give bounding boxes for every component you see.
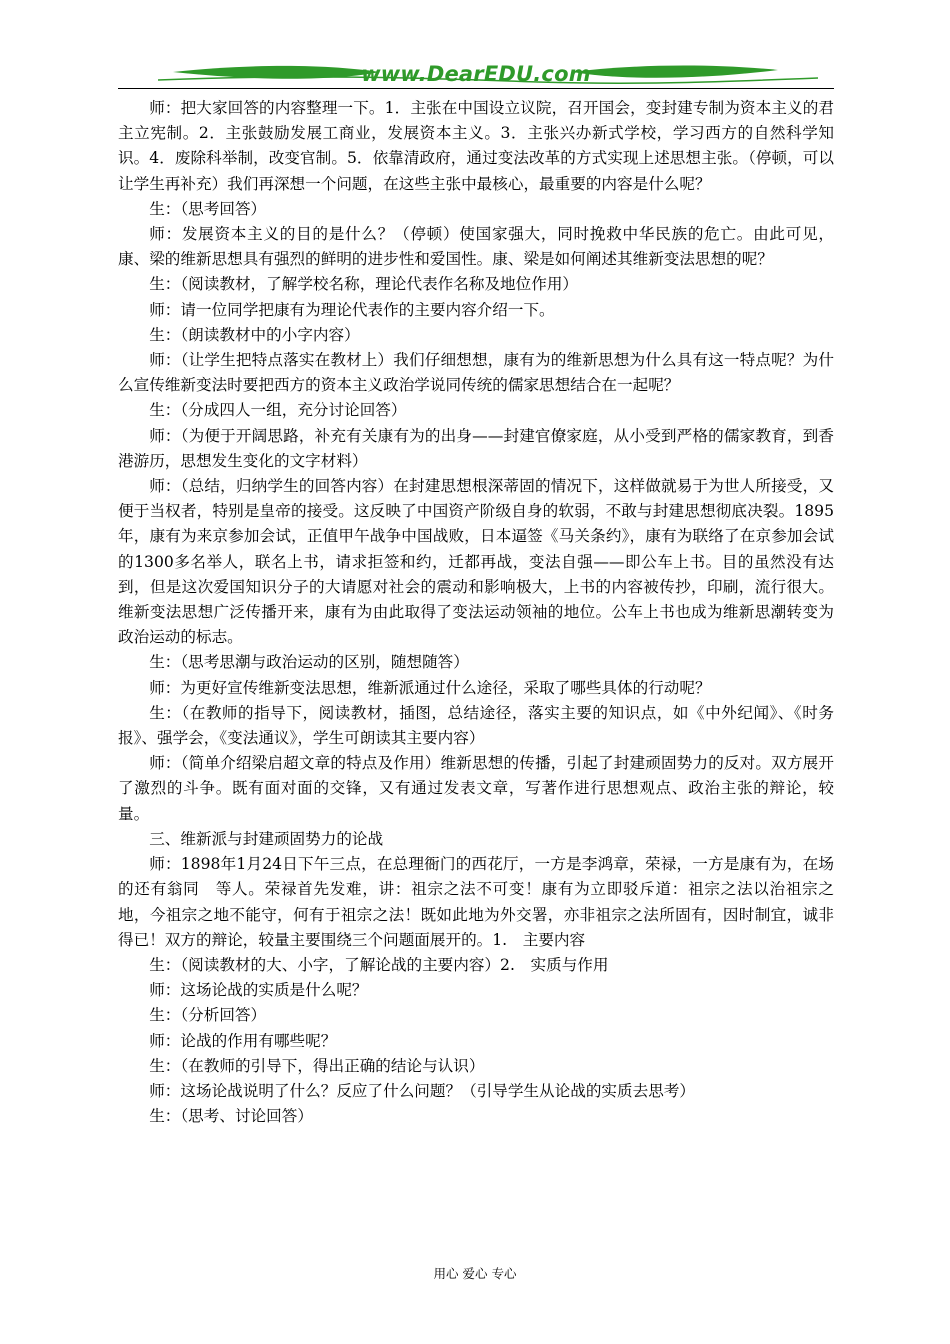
paragraph: 师：论战的作用有哪些呢？	[149, 1031, 337, 1050]
paragraph: 生：（思考、讨论回答）	[149, 1107, 313, 1126]
paragraph: 师：为更好宣传维新变法思想，维新派通过什么途径，采取了哪些具体的行动呢？	[149, 678, 711, 697]
logo-text: www.DearEDU.com	[361, 62, 591, 86]
paragraph: 师：发展资本主义的目的是什么？（停顿）使国家强大，同时挽救中华民族的危亡。由此可见，康、梁的维新思想具有强烈的鲜明的进步性和爱国性。康、梁是如何阐述其维新变法思想的呢？	[118, 225, 834, 269]
paragraph: 生：（分成四人一组，充分讨论回答）	[149, 401, 407, 420]
header-divider	[118, 88, 834, 89]
paragraph: 师：（简单介绍梁启超文章的特点及作用）维新思想的传播，引起了封建顽固势力的反对。双方展开了激烈的斗争。既有面对面的交锋，又有通过发表文章，写著作进行思想观点、政治主张的辩论，较量。	[118, 754, 834, 823]
paragraph: 生：（阅读教材的大、小字，了解论战的主要内容）2. 实质与作用	[149, 955, 609, 974]
paragraph: 师：把大家回答的内容整理一下。1．主张在中国设立议院，召开国会，变封建专制为资本主义的君主立宪制。2．主张鼓励发展工商业，发展资本主义。3．主张兴办新式学校，学习西方的自然科学知识。4．废除科举制，改变官制。5．依靠清政府，通过变法改革的方式实现上述思想主张。（停顿，可以让学生再补充）我们再深想一个问题，在这些主张中最核心，最重要的内容是什么呢？	[118, 99, 834, 193]
paragraph: 师：1898年1月24日下午三点，在总理衙门的西花厅，一方是李鸿章，荣禄，一方是康有为，在场的还有翁同 等人。荣禄首先发难，讲：祖宗之法不可变！康有为立即驳斥道：祖宗之法以治祖宗之地，今祖宗之地不能守，何有于祖宗之法！既如此地为外交署，亦非祖宗之法所固有，因时制宜，诚非得已！双方的辩论，较量主要围绕三个问题面展开的。1. 主要内容	[118, 855, 834, 949]
paragraph: 生：（朗读教材中的小字内容）	[149, 325, 360, 344]
site-header	[118, 58, 834, 92]
paragraph: 师：（为便于开阔思路，补充有关康有为的出身——封建官僚家庭，从小受到严格的儒家教育，到香港游历，思想发生变化的文字材料）	[118, 426, 834, 470]
paragraph: 生：（分析回答）	[149, 1006, 267, 1025]
section-heading: 三、维新派与封建顽固势力的论战	[149, 829, 384, 848]
page-footer: 用心 爱心 专心	[433, 1266, 517, 1281]
paragraph: 生：（思考回答）	[149, 199, 267, 218]
paragraph: 生：（思考思潮与政治运动的区别，随想随答）	[149, 653, 469, 672]
paragraph: 师：（让学生把特点落实在教材上）我们仔细想想，康有为的维新思想为什么具有这一特点呢？为什么宣传维新变法时要把西方的资本主义政治学说同传统的儒家思想结合在一起呢？	[118, 351, 834, 395]
paragraph: 生：（在教师的引导下，得出正确的结论与认识）	[149, 1056, 485, 1075]
paragraph: 生：（在教师的指导下，阅读教材，插图，总结途径，落实主要的知识点，如《中外纪闻》、《时务报》、强学会，《变法通议》，学生可朗读其主要内容）	[118, 703, 834, 748]
paragraph: 师：请一位同学把康有为理论代表作的主要内容介绍一下。	[149, 300, 555, 319]
paragraph: 师：（总结，归纳学生的回答内容）在封建思想根深蒂固的情况下，这样做就易于为世人所接受，又便于当权者，特别是皇帝的接受。这反映了中国资产阶级自身的软弱，不敢与封建思想彻底决裂。1895年，康有为来京参加会试，正值甲午战争中国战败，日本逼签《马关条约》，康有为联络了在京参加会试的1300多名举人，联名上书，请求拒签和约，迁都再战，变法自强——即公车上书。目的虽然没有达到，但是这次爱国知识分子的大请愿对社会的震动和影响极大，上书的内容被传抄，印刷，流行很大。维新变法思想广泛传播开来，康有为由此取得了变法运动领袖的地位。公车上书也成为维新思潮转变为政治运动的标志。	[118, 477, 834, 647]
paragraph: 师：这场论战的实质是什么呢？	[149, 981, 368, 1000]
document-body	[118, 96, 834, 1129]
paragraph: 生：（阅读教材，了解学校名称，理论代表作名称及地位作用）	[149, 275, 579, 294]
paragraph: 师：这场论战说明了什么？反应了什么问题？（引导学生从论战的实质去思考）	[149, 1081, 695, 1100]
